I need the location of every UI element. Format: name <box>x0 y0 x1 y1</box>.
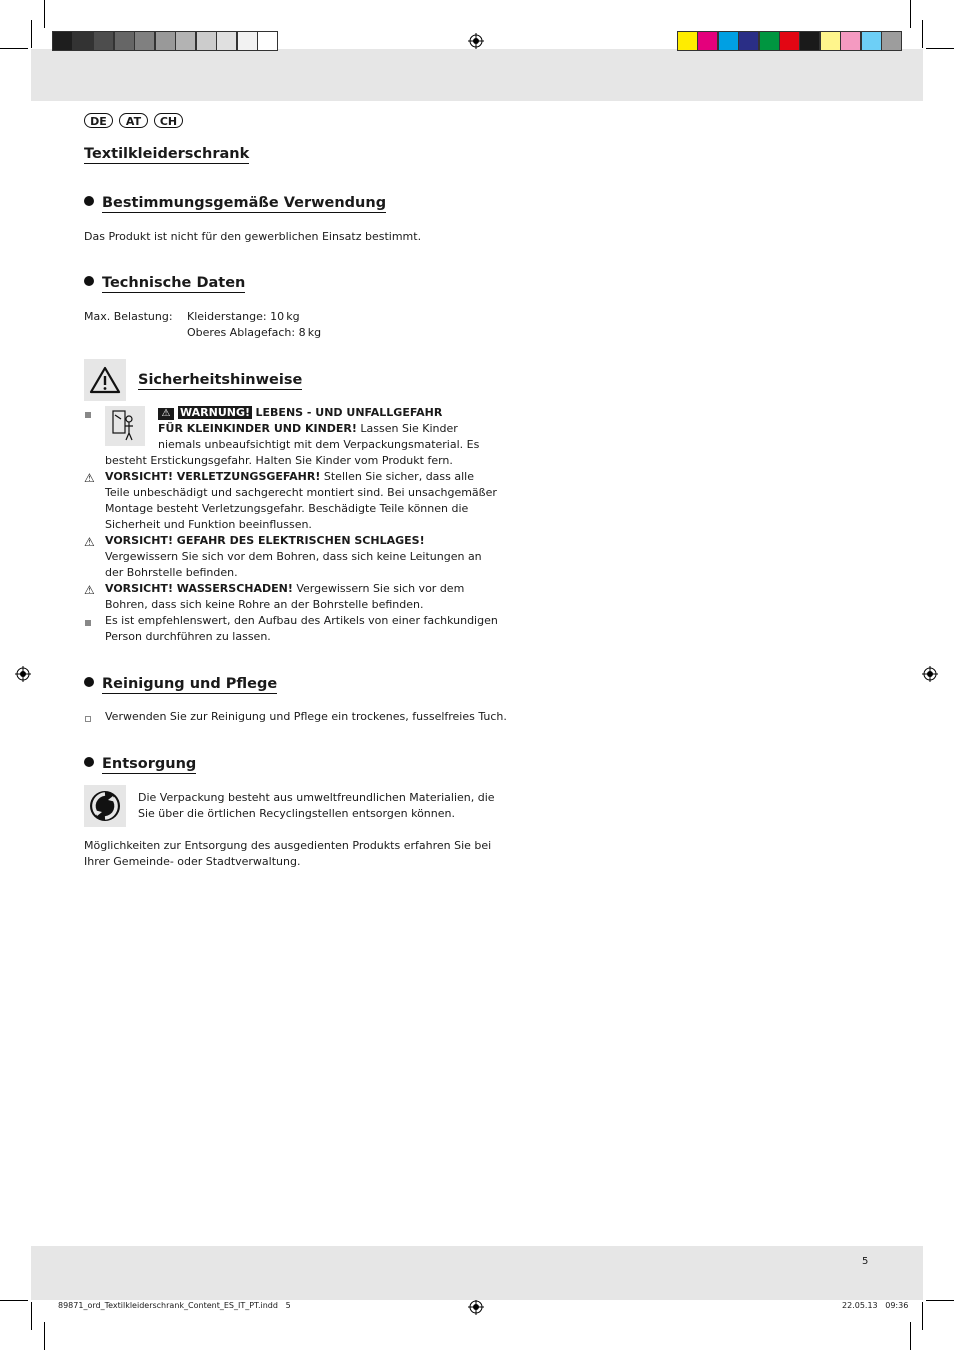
caution-3-bold: VORSICHT! WASSERSCHADEN! <box>105 582 293 595</box>
color-swatch <box>779 31 800 51</box>
page-title: Textilkleiderschrank <box>84 146 250 162</box>
color-swatch <box>759 31 780 51</box>
caution-3-line-2: Bohren, dass sich keine Rohre an der Bohrstelle befinden. <box>105 598 424 611</box>
crop-mark <box>0 48 28 49</box>
bullet-dot <box>84 677 94 687</box>
footer-band <box>31 1246 923 1300</box>
color-swatch <box>677 31 698 51</box>
color-swatch <box>861 31 882 51</box>
color-swatch <box>697 31 718 51</box>
language-badge-de: DE <box>84 113 113 128</box>
crop-mark <box>910 1322 911 1350</box>
footer-filename: 89871_ord_Textilkleiderschrank_Content_ES_IT_PT.indd 5 <box>58 1301 291 1310</box>
gray-swatch <box>175 31 196 51</box>
tech-label: Max. Belastung: <box>84 310 173 323</box>
crop-mark <box>926 1300 954 1301</box>
caution-1-line-4: Sicherheit und Funktion beeinflussen. <box>105 518 312 531</box>
disposal-line-1: Die Verpackung besteht aus umweltfreundlichen Materialien, die <box>138 791 495 804</box>
gray-swatch <box>196 31 217 51</box>
caution-1-text: Stellen Sie sicher, dass alle <box>320 470 474 483</box>
bullet-dot <box>84 757 94 767</box>
bullet-square <box>85 620 91 626</box>
color-swatch <box>799 31 820 51</box>
crop-mark <box>922 1302 923 1330</box>
crop-mark <box>926 48 954 49</box>
gray-swatch <box>155 31 176 51</box>
caution-icon: ⚠ <box>84 583 95 597</box>
crop-mark <box>44 1322 45 1350</box>
caution-2-line-3: der Bohrstelle befinden. <box>105 566 238 579</box>
tech-value-rod: Kleiderstange: 10 kg <box>187 310 300 323</box>
recycling-icon <box>84 785 126 827</box>
usage-text: Das Produkt ist nicht für den gewerblichen Einsatz bestimmt. <box>84 230 422 243</box>
footer-date: 22.05.13 09:36 <box>842 1301 909 1310</box>
child-bag-icon <box>105 406 145 446</box>
disposal-line-4: Ihrer Gemeinde- oder Stadtverwaltung. <box>84 855 301 868</box>
header-band <box>31 49 923 101</box>
cleaning-text: Verwenden Sie zur Reinigung und Pflege ein trockenes, fusselfreies Tuch. <box>105 710 507 723</box>
warning-line-4: besteht Erstickungsgefahr. Halten Sie Kinder vom Produkt fern. <box>105 454 453 467</box>
warning-text-1: Lassen Sie Kinder <box>356 422 458 435</box>
caution-2-line-2: Vergewissern Sie sich vor dem Bohren, dass sich keine Leitungen an <box>105 550 482 563</box>
warning-bold-1: LEBENS - UND UNFALLGEFAHR <box>255 406 443 419</box>
tech-value-shelf: Oberes Ablagefach: 8 kg <box>187 326 322 339</box>
gray-swatch <box>73 31 94 51</box>
disposal-line-3: Möglichkeiten zur Entsorgung des ausgedienten Produkts erfahren Sie bei <box>84 839 492 852</box>
tip-line-2: Person durchführen zu lassen. <box>105 630 271 643</box>
registration-mark-icon <box>15 666 31 682</box>
bullet-dot <box>84 196 94 206</box>
color-swatch <box>718 31 739 51</box>
registration-mark-icon <box>468 33 484 49</box>
warning-triangle-box <box>84 359 126 401</box>
gray-swatch <box>237 31 258 51</box>
color-swatch <box>820 31 841 51</box>
caution-1-bold: VORSICHT! VERLETZUNGSGEFAHR! <box>105 470 321 483</box>
recycling-box <box>84 785 126 827</box>
gray-swatch <box>134 31 155 51</box>
color-swatch <box>840 31 861 51</box>
warning-triangle-icon <box>84 359 126 401</box>
gray-swatch <box>216 31 237 51</box>
gray-swatch <box>93 31 114 51</box>
section-heading-safety: Sicherheitshinweise <box>138 372 303 388</box>
color-swatch <box>881 31 902 51</box>
registration-mark-icon <box>922 666 938 682</box>
section-heading-disposal: Entsorgung <box>84 756 196 772</box>
caution-icon: ⚠ <box>84 535 95 549</box>
caution-icon: ⚠ <box>84 471 95 485</box>
caution-3-text: Vergewissern Sie sich vor dem <box>292 582 465 595</box>
crop-mark <box>31 20 32 48</box>
warning-small-triangle-icon: ⚠ <box>158 408 174 420</box>
registration-mark-icon <box>468 1299 484 1315</box>
warning-line-3: niemals unbeaufsichtigt mit dem Verpackungsmaterial. Es <box>158 438 480 451</box>
warning-line-2 <box>158 421 458 437</box>
page-number: 5 <box>862 1256 869 1267</box>
color-swatch <box>738 31 759 51</box>
crop-mark <box>922 20 923 48</box>
section-heading-cleaning: Reinigung und Pflege <box>84 676 277 692</box>
warning-label: WARNUNG! <box>180 406 251 419</box>
caution-1-line-3: Montage besteht Verletzungsgefahr. Beschädigte Teile können die <box>105 502 469 515</box>
caution-2-bold: VORSICHT! GEFAHR DES ELEKTRISCHEN SCHLAGES! <box>105 534 425 547</box>
crop-mark <box>31 1302 32 1330</box>
caution-2-line-1 <box>105 533 425 549</box>
gray-swatch <box>257 31 278 51</box>
language-badge-at: AT <box>119 113 148 128</box>
bullet-dot <box>84 276 94 286</box>
crop-mark <box>910 0 911 28</box>
crop-mark <box>44 0 45 28</box>
bullet-square <box>85 412 91 418</box>
bullet-open-square <box>85 716 91 722</box>
disposal-line-2: Sie über die örtlichen Recyclingstellen entsorgen können. <box>138 807 455 820</box>
warning-bold-2: FÜR KLEINKINDER UND KINDER! <box>158 422 357 435</box>
section-heading-tech: Technische Daten <box>84 275 245 291</box>
child-warning-pictogram <box>105 406 145 446</box>
warning-line-1 <box>158 405 442 421</box>
caution-1-line-2: Teile unbeschädigt und sachgerecht montiert sind. Bei unsachgemäßer <box>105 486 497 499</box>
gray-swatch <box>114 31 135 51</box>
gray-swatch <box>52 31 73 51</box>
section-heading-usage: Bestimmungsgemäße Verwendung <box>84 195 386 211</box>
tip-line-1: Es ist empfehlenswert, den Aufbau des Artikels von einer fachkundigen <box>105 614 498 627</box>
language-badge-ch: CH <box>154 113 183 128</box>
crop-mark <box>0 1300 28 1301</box>
caution-1-line-1 <box>105 469 474 485</box>
caution-3-line-1 <box>105 581 464 597</box>
